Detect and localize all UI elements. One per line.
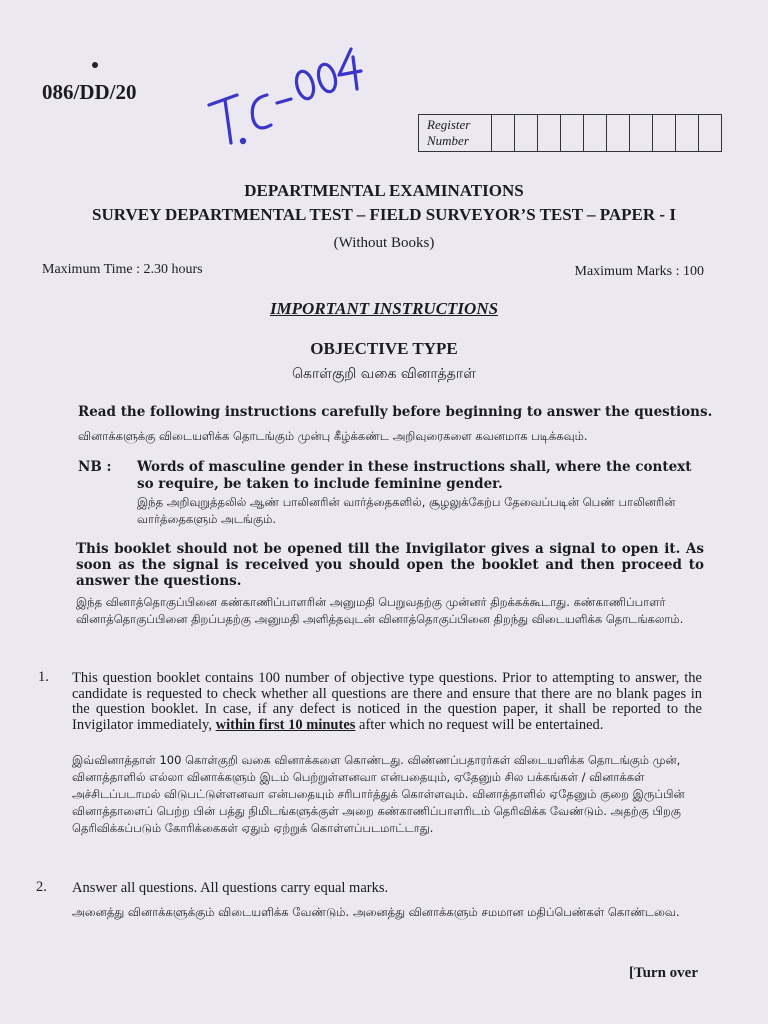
register-digit-cell bbox=[584, 115, 607, 151]
maximum-time: Maximum Time : 2.30 hours bbox=[42, 262, 203, 277]
objective-type-heading: OBJECTIVE TYPE bbox=[310, 339, 458, 358]
item-number: 1. bbox=[38, 669, 49, 685]
instruction-item-2: Answer all questions. All questions carry equal marks. bbox=[72, 880, 389, 896]
nb-text: Words of masculine gender in these instructions shall, where the context so require, be taken to include feminine gender. bbox=[137, 459, 692, 492]
handwritten-annotation bbox=[205, 45, 365, 155]
booklet-opening-instruction: This booklet should not be opened till the Invigilator gives a signal to open it. As soon as the signal is received you should open the booklet and then proceed to answer the questions. bbox=[76, 541, 704, 589]
register-digit-cell bbox=[607, 115, 630, 151]
objective-type-heading-tamil: கொள்குறி வகை வினாத்தாள் bbox=[292, 366, 476, 382]
test-title: SURVEY DEPARTMENTAL TEST – FIELD SURVEYOR’S TEST – PAPER - I bbox=[92, 205, 676, 224]
item-number: 2. bbox=[36, 879, 47, 895]
register-digit-cell bbox=[630, 115, 653, 151]
item-1-text-c: after which no request will be entertained. bbox=[355, 716, 604, 733]
nb-text-tamil: இந்த அறிவுறுத்தலில் ஆண் பாலினரின் வார்த்தைகளில், சூழலுக்கேற்ப தேவைப்படின் பெண் பாலினரின் வார்த்தைகளும் அடங்கும். bbox=[137, 495, 676, 526]
turn-over-note: [Turn over bbox=[628, 965, 698, 981]
ink-mark bbox=[92, 62, 98, 68]
nb-label: NB : bbox=[78, 459, 112, 475]
register-digit-cell bbox=[699, 115, 721, 151]
read-instructions-tamil: வினாக்களுக்கு விடையளிக்க தொடங்கும் முன்பு கீழ்க்கண்ட அறிவுரைகளை கவனமாக படிக்கவும். bbox=[78, 429, 588, 443]
item-1-text-a: This question booklet contains 100 number of objective type questions. Prior to attempting to answer, the candidate is requested to check whether all questions are there and ensure that there are no blank pages in the question booklet. In case, if any defect is noticed in the question paper, it shall be reported to the Invigilator immediately, bbox=[72, 670, 702, 733]
maximum-marks: Maximum Marks : 100 bbox=[574, 264, 704, 279]
register-digit-cell bbox=[515, 115, 538, 151]
register-digit-cell bbox=[653, 115, 676, 151]
instruction-item-2-tamil: அனைத்து வினாக்களுக்கும் விடையளிக்க வேண்டும். அனைத்து வினாக்களும் சமமான மதிப்பெண்கள் கொண்டவை. bbox=[72, 905, 680, 919]
booklet-opening-instruction-tamil: இந்த வினாத்தொகுப்பினை கண்காணிப்பாளரின் அனுமதி பெறுவதற்கு முன்னர் திறக்கக்கூடாது. கண்காணிப்பாளர் வினாத்தொகுப்பினை திறப்பதற்கு அனுமதி அளித்தவுடன் வினாத்தொகுப்பினை திறந்து விடையளிக்க தொடங்கலாம். bbox=[76, 595, 684, 626]
register-digit-cell bbox=[538, 115, 561, 151]
register-digit-cell bbox=[676, 115, 699, 151]
register-label-line2: Number bbox=[427, 133, 469, 148]
item-1-deadline: within first 10 minutes bbox=[215, 716, 356, 733]
read-instructions: Read the following instructions carefully before beginning to answer the questions. bbox=[78, 404, 713, 420]
without-books-note: (Without Books) bbox=[333, 235, 435, 251]
register-digit-cell bbox=[492, 115, 515, 151]
important-instructions-heading: IMPORTANT INSTRUCTIONS bbox=[269, 299, 499, 318]
register-number-box bbox=[418, 114, 722, 152]
document-code: 086/DD/20 bbox=[42, 80, 137, 104]
register-label-line1: Register bbox=[427, 117, 471, 132]
instruction-item-1-tamil: இவ்வினாத்தாள் 100 கொள்குறி வகை வினாக்களை கொண்டது. விண்ணப்பதாரர்கள் விடையளிக்க தொடங்கும் முன், வினாத்தாளில் எல்லா வினாக்களும் இடம் பெற்றுள்ளனவா என்பதையும், ஏதேனும் சில பக்கங்கள் / வினாக்கள் அச்சிடப்படாமல் விடுபட்டுள்ளனவா என்பதையும் சரிபார்த்துக் கொள்ளவும். வினாத்தாளில் ஏதேனும் குறை இருப்பின் வினாத்தாளைப் பெற்ற பின் பத்து நிமிடங்களுக்குள் அறை கண்காணிப்பாளரிடம் தெரிவிக்க வேண்டும். அதற்கு பிறகு தெரிவிக்கப்படும் கோரிக்கைகள் ஏதும் ஏற்றுக் கொள்ளப்படமாட்டாது. bbox=[72, 753, 685, 835]
instruction-item-1 bbox=[72, 671, 702, 733]
register-number-label bbox=[419, 115, 492, 151]
exam-title: DEPARTMENTAL EXAMINATIONS bbox=[244, 181, 524, 200]
register-digit-cell bbox=[561, 115, 584, 151]
